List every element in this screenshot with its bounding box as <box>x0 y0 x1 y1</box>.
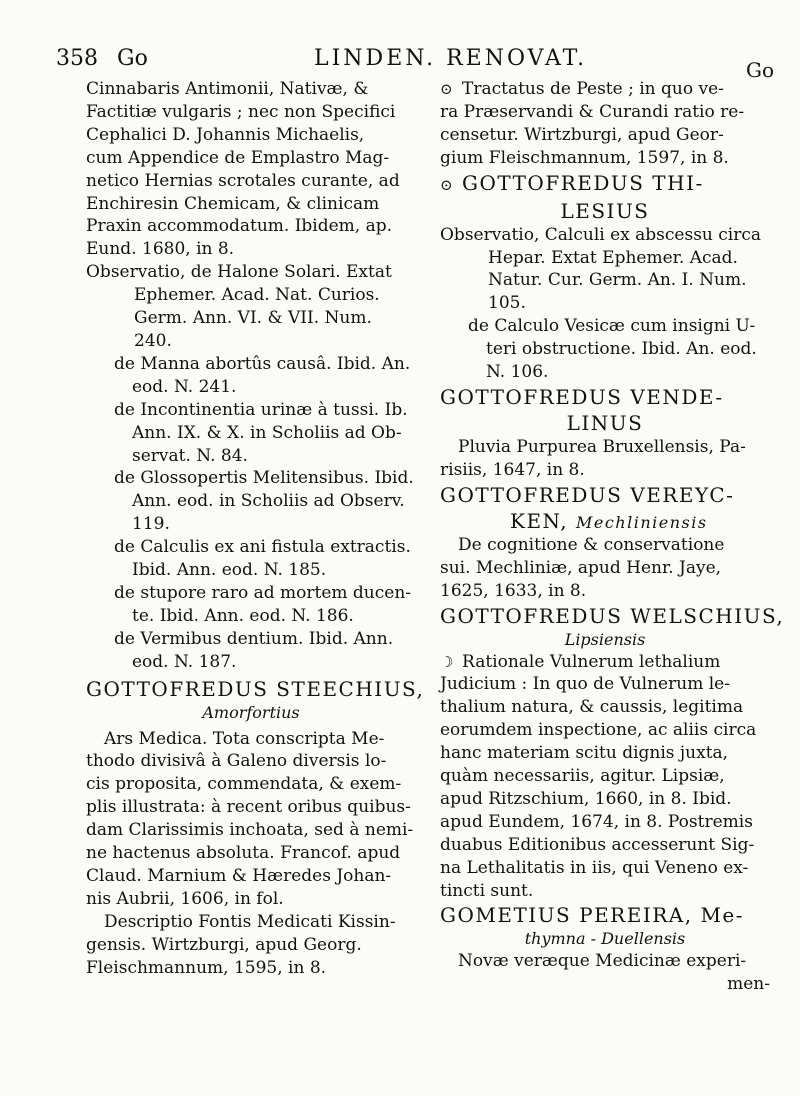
author-name: GOTTOFREDUS VEREYC- <box>440 482 735 507</box>
observation-entry: de Manna abortûs causâ. Ibid. An. eod. N. 241. <box>114 353 411 397</box>
author-name: GOTTOFREDUS STEECHIUS, <box>86 676 425 701</box>
work-entry: Novæ veræque Medicinæ experi- men- <box>458 951 770 995</box>
observation-entry: de Vermibus dentium. Ibid. Ann. eod. N. 187. <box>114 628 394 672</box>
catchword-left: Go <box>117 46 148 71</box>
work-entry: Descriptio Fontis Medicati Kissin- gensis. Wirtzburgi, apud Georg. Fleischmannum, 1595, in 8. <box>86 911 396 978</box>
circle-symbol-icon: ⊙ <box>440 175 455 194</box>
author-name-cont: LESIUS <box>560 198 650 223</box>
running-title: LINDEN. RENOVAT. <box>314 46 588 71</box>
work-entry: ☽ Rationale Vulnerum lethalium Judicium : In quo de Vulnerum le- thalium natura, & caussis, legitima eorumdem inspectione, ac aliis circa hanc materiam scitu dignis juxta, quàm necessariis, agitur. Lipsiæ, apud Ritzschium, 1660, in 8. Ibid. apud Eundem, 1674, in 8. Postremis duabus Editionibus accesserunt Sig- na Lethalitatis in iis, qui Veneno ex- tincti sunt. <box>440 651 757 901</box>
author-name-cont: KEN, Mechliniensis <box>510 508 708 533</box>
page-number: 358 <box>56 46 98 71</box>
observation-entry: de stupore raro ad mortem ducen- te. Ibid. Ann. eod. N. 186. <box>114 582 412 626</box>
observation-entry: de Calculis ex ani fistula extractis. Ibid. Ann. eod. N. 185. <box>114 537 411 581</box>
left-column <box>86 78 425 980</box>
author-origin: thymna - Duellensis <box>524 929 686 949</box>
work-entry: Ars Medica. Tota conscripta Me- thodo divisivâ à Galeno diversis lo- cis proposita, commendata, & exem- plis illustrata: à recent oribus quibus- dam Clarissimis inchoata, sed à nemi- ne hactenus absoluta. Francof. apud Claud. Marnium & Hæredes Johan- nis Aubrii, 1606, in fol. <box>86 728 414 909</box>
work-entry: De cognitione & conservatione sui. Mechliniæ, apud Henr. Jaye, 1625, 1633, in 8. <box>440 534 725 601</box>
work-entry: Pluvia Purpurea Bruxellensis, Pa- risiis, 1647, in 8. <box>440 436 746 480</box>
author-name: GOTTOFREDUS WELSCHIUS, <box>440 603 785 628</box>
header-left <box>56 46 148 71</box>
right-column <box>440 78 785 996</box>
circle-symbol-icon: ⊙ <box>440 80 453 98</box>
observation-entry: de Incontinentia urinæ à tussi. Ib. Ann. IX. & X. in Scholiis ad Ob- servat. N. 84. <box>114 399 408 466</box>
observation-entry: de Glossopertis Melitensibus. Ibid. Ann. eod. in Scholiis ad Observ. 119. <box>114 468 414 535</box>
author-origin: Amorfortius <box>202 702 300 722</box>
author-name: GOTTOFREDUS VENDE- <box>440 384 724 409</box>
continued-entry: ⊙ Tractatus de Peste ; in quo ve- ra Præservandi & Curandi ratio re- censetur. Wirtzburgi, apud Geor- gium Fleischmannum, 1597, in 8. <box>440 79 745 168</box>
crescent-moon-icon: ☽ <box>440 652 454 671</box>
author-name-cont: LINUS <box>566 410 644 435</box>
observation-entry: Observatio, Calculi ex abscessu circa Hepar. Extat Ephemer. Acad. Natur. Cur. Germ. An. I. Num. 105. <box>440 224 762 314</box>
author-origin: Mechliniensis <box>575 512 708 532</box>
author-origin: Lipsiensis <box>564 629 646 649</box>
observation-entry: Observatio, de Halone Solari. Extat Ephemer. Acad. Nat. Curios. Germ. Ann. VI. & VII. Num. 240. <box>86 262 392 351</box>
author-name: ⊙ GOTTOFREDUS THI- <box>440 170 770 198</box>
continued-entry: Cinnabaris Antimonii, Nativæ, & Factitiæ vulgaris ; nec non Specifici Cephalici D. Johannis Michaelis, cum Appendice de Emplastro Mag- netico Hernias scrotales curante, ad Enchiresin Chemicam, & clinicam Praxin accommodatum. Ibidem, ap. Eund. 1680, in 8. <box>86 79 400 260</box>
observation-entry: de Calculo Vesicæ cum insigni U- teri obstructione. Ibid. An. eod. N. 106. <box>468 316 757 383</box>
author-name: GOMETIUS PEREIRA, Me- <box>440 903 745 928</box>
catchword-right: Go <box>745 58 774 82</box>
page-header <box>56 40 774 82</box>
